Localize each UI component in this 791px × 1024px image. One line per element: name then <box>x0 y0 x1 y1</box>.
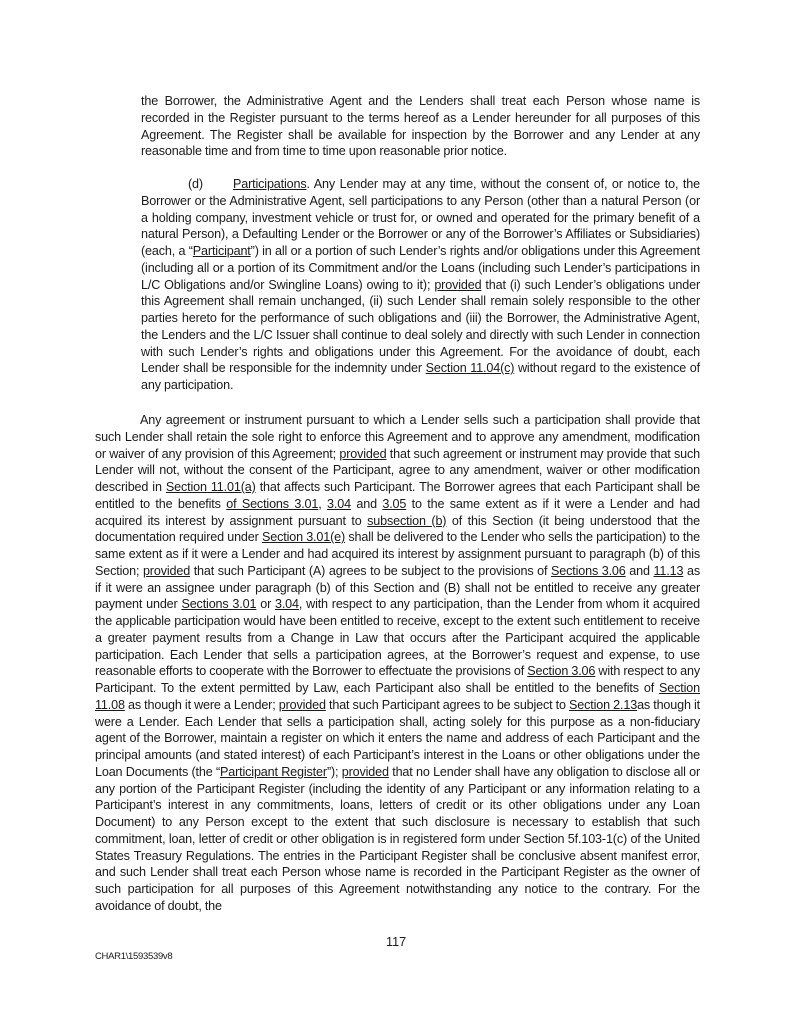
text-run: that (i) such Lender’s obligations under this Agreement shall remain unchanged, (ii) such Lender shall remain solely responsible to the other parties hereto for the performance of such obligations and (iii) the Borrower, the Administrative Agent, the Lenders and the L/C Issuer shall continue to deal solely and directly with such Lender in connection with such Lender’s rights and obligations under this Agreement. For the avoidance of doubt, each Lender shall be responsible for the indemnity under <box>141 277 700 376</box>
provided-term: provided <box>278 697 326 712</box>
text-run: as though it were a Lender. Each Lender that sells a participation shall, acting solely for this purpose as a non-fiduciary agent of the Borrower, maintain a register on which it enters the name and address of each Participant and the principal amounts (and stated interest) of each Participant’s interest in the Loans or other obligations under the Loan Documents (the “ <box>95 697 700 779</box>
document-id: CHAR1\1593539v8 <box>95 951 173 962</box>
participations-paragraph <box>141 176 700 394</box>
cross-reference: Section 2.13 <box>569 697 638 712</box>
text-run: as if it were an assignee under paragraph (b) of this Section and (B) shall not be entitled to receive any greater payment under <box>95 563 700 612</box>
cross-reference: of Sections 3.01 <box>226 496 319 511</box>
text-run: or <box>256 597 275 612</box>
cross-reference: 3.04 <box>327 496 351 511</box>
participation-agreement-paragraph <box>95 412 700 915</box>
cross-reference: Sections 3.06 <box>550 563 626 578</box>
text-run: that such Participant (A) agrees to be subject to the provisions of <box>190 563 551 578</box>
cross-reference: Section 3.01(e) <box>261 530 346 545</box>
provided-term: provided <box>142 563 191 578</box>
cross-reference: Section 11.01(a) <box>165 480 256 494</box>
provided-term: provided <box>339 446 387 461</box>
text-run: that affects such Participant. The Borrower agrees that each Participant shall be entitled to the benefits <box>95 480 700 511</box>
text-run: without regard to the existence of any participation. <box>141 361 701 392</box>
text-run: ”); <box>326 764 342 779</box>
text-run: shall be delivered to the Lender who sells the participation) to the same extent as if it were a Lender and had acquired its interest by assignment pursuant to paragraph (b) of this Section; <box>95 530 700 578</box>
provided-term: provided <box>341 764 389 779</box>
text-run: and <box>350 496 383 511</box>
cross-reference: subsection (b) <box>367 513 447 528</box>
provided-term: provided <box>434 277 482 292</box>
text-run: and <box>625 563 654 578</box>
cross-reference: Section 11.04(c) <box>425 361 515 376</box>
register-paragraph-continuation <box>141 93 700 160</box>
paragraph-text: the Borrower, the Administrative Agent and the Lenders shall treat each Person whose name is recorded in the Register pursuant to the terms hereof as a Lender hereunder for all purposes of this Agreement. The Register shall be available for inspection by the Borrower and any Lender at any reasonable time and from time to time upon reasonable prior notice. <box>141 94 700 159</box>
cross-reference: 11.13 <box>653 563 684 578</box>
defined-term-participant-register: Participant Register <box>220 764 327 779</box>
text-run: of this Section (it being understood that the documentation required under <box>95 513 700 545</box>
cross-reference: Sections 3.01 <box>181 597 257 612</box>
cross-reference: Section 3.06 <box>527 664 596 679</box>
cross-reference: Section 11.08 <box>95 681 700 712</box>
section-heading: Participations <box>233 177 307 191</box>
cross-reference: 3.04 <box>274 597 299 612</box>
page-number: 117 <box>386 935 407 949</box>
section-label: (d) <box>188 177 203 191</box>
text-run: Any agreement or instrument pursuant to which a Lender sells such a participation shall provide that such Lender shall retain the sole right to enforce this Agreement and to approve any amendment, modification or waiver of any provision of this Agreement; <box>95 413 700 461</box>
text-run: that such agreement or instrument may provide that such Lender will not, without the consent of the Participant, agree to any amendment, waiver or other modification described in <box>95 446 700 494</box>
text-run: that such Participant agrees to be subject to <box>325 697 570 712</box>
text-run: , <box>318 496 328 511</box>
text-run: . Any Lender may at any time, without the consent of, or notice to, the Borrower or the Administrative Agent, sell participations to any Person (other than a natural Person (or a holding company, investment vehicle or trust for, or owned and operated for the primary benefit of a natural Person), a Defaulting Lender or the Borrower or any of the Borrower’s Affiliates or Subsidiaries) (each, a “ <box>141 177 700 258</box>
text-run: as though it were a Lender; <box>124 697 279 712</box>
text-run: to the same extent as if it were a Lender and had acquired its interest by assignment pursuant to <box>95 496 701 528</box>
text-run: with respect to any Participant. To the extent permitted by Law, each Participant also shall be entitled to the benefits of <box>95 664 700 695</box>
cross-reference: 3.05 <box>382 496 407 511</box>
defined-term-participant: Participant <box>192 244 251 258</box>
text-run: that no Lender shall have any obligation to disclose all or any portion of the Participant Register (including the identity of any Participant or any information relating to a Participant’s interest in any commitments, loans, letters of credit or its other obligations under any Loan Document) to any Person except to the extent that such disclosure is necessary to establish that such commitment, loan, letter of credit or other obligation is in registered form under Section 5f.103-1(c) of the United States Treasury Regulations. The entries in the Participant Register shall be conclusive absent manifest error, and such Lender shall treat each Person whose name is recorded in the Participant Register as the owner of such participation for all purposes of this Agreement notwithstanding any notice to the contrary. For the avoidance of doubt, the <box>95 764 701 913</box>
text-run: , with respect to any participation, than the Lender from whom it acquired the applicable participation would have been entitled to receive, except to the extent such entitlement to receive a greater payment results from a Change in Law that occurs after the Participant acquired the applicable participation. Each Lender that sells a participation agrees, at the Borrower’s request and expense, to use reasonable efforts to cooperate with the Borrower to effectuate the provisions of <box>95 597 701 679</box>
text-run: ”) in all or a portion of such Lender’s rights and/or obligations under this Agreement (including all or a portion of its Commitment and/or the Loans (including such Lender’s participations in L/C Obligations and/or Swingline Loans) owing to it); <box>141 244 700 292</box>
